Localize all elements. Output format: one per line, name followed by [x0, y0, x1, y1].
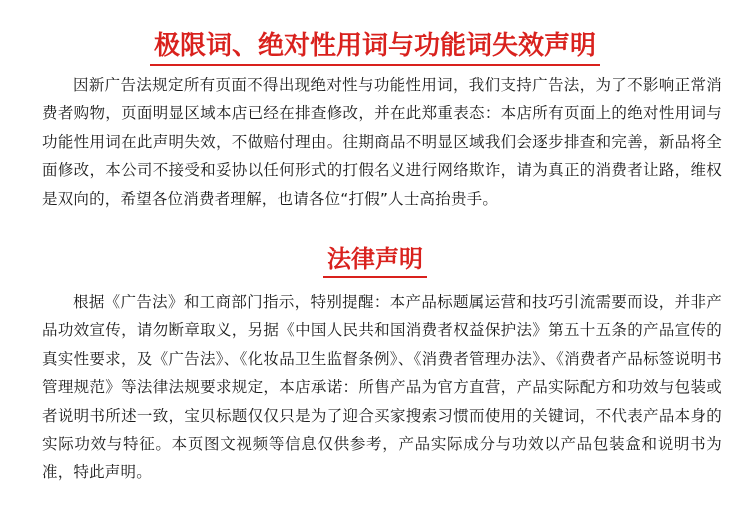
section-title-legal-statement [0, 247, 750, 278]
legal-statement-paragraph: 根据《广告法》和工商部门指示，特别提醒：本产品标题属运营和技巧引流需要而设，并非产品功效宣传，请勿断章取义，另据《中国人民共和国消费者权益保护法》第五十五条的产品宣传的真实性要求，及《广告法》、《化妆品卫生监督条例》、《消费者管理办法》、《消费者产品标签说明书管理规范》等法律法规要求规定，本店承诺：所售产品为官方直营，产品实际配方和功效与包装或者说明书所述一致，宝贝标题仅仅只是为了迎合买家搜索习惯而使用的关键词，不代表产品本身的实际功效与特征。本页图文视频等信息仅供参考，产品实际成分与功效以产品包装盒和说明书为准，特此声明。 [42, 293, 722, 482]
section-title-absolute-terms-text: 极限词、绝对性用词与功能词失效声明 [150, 33, 600, 66]
absolute-terms-statement-paragraph: 因新广告法规定所有页面不得出现绝对性与功能性用词，我们支持广告法，为了不影响正常消费者购物，页面明显区域本店已经在排查修改，并在此郑重表态：本店所有页面上的绝对性用词与功能性用词在此声明失效，不做赔付理由。往期商品不明显区域我们会逐步排查和完善，新品将全面修改，本公司不接受和妥协以任何形式的打假名义进行网络欺诈，请为真正的消费者让路，维权是双向的，希望各位消费者理解，也请各位“打假”人士高抬贵手。 [42, 76, 722, 208]
section-title-absolute-terms [0, 33, 750, 66]
section-title-legal-statement-text: 法律声明 [323, 247, 427, 278]
